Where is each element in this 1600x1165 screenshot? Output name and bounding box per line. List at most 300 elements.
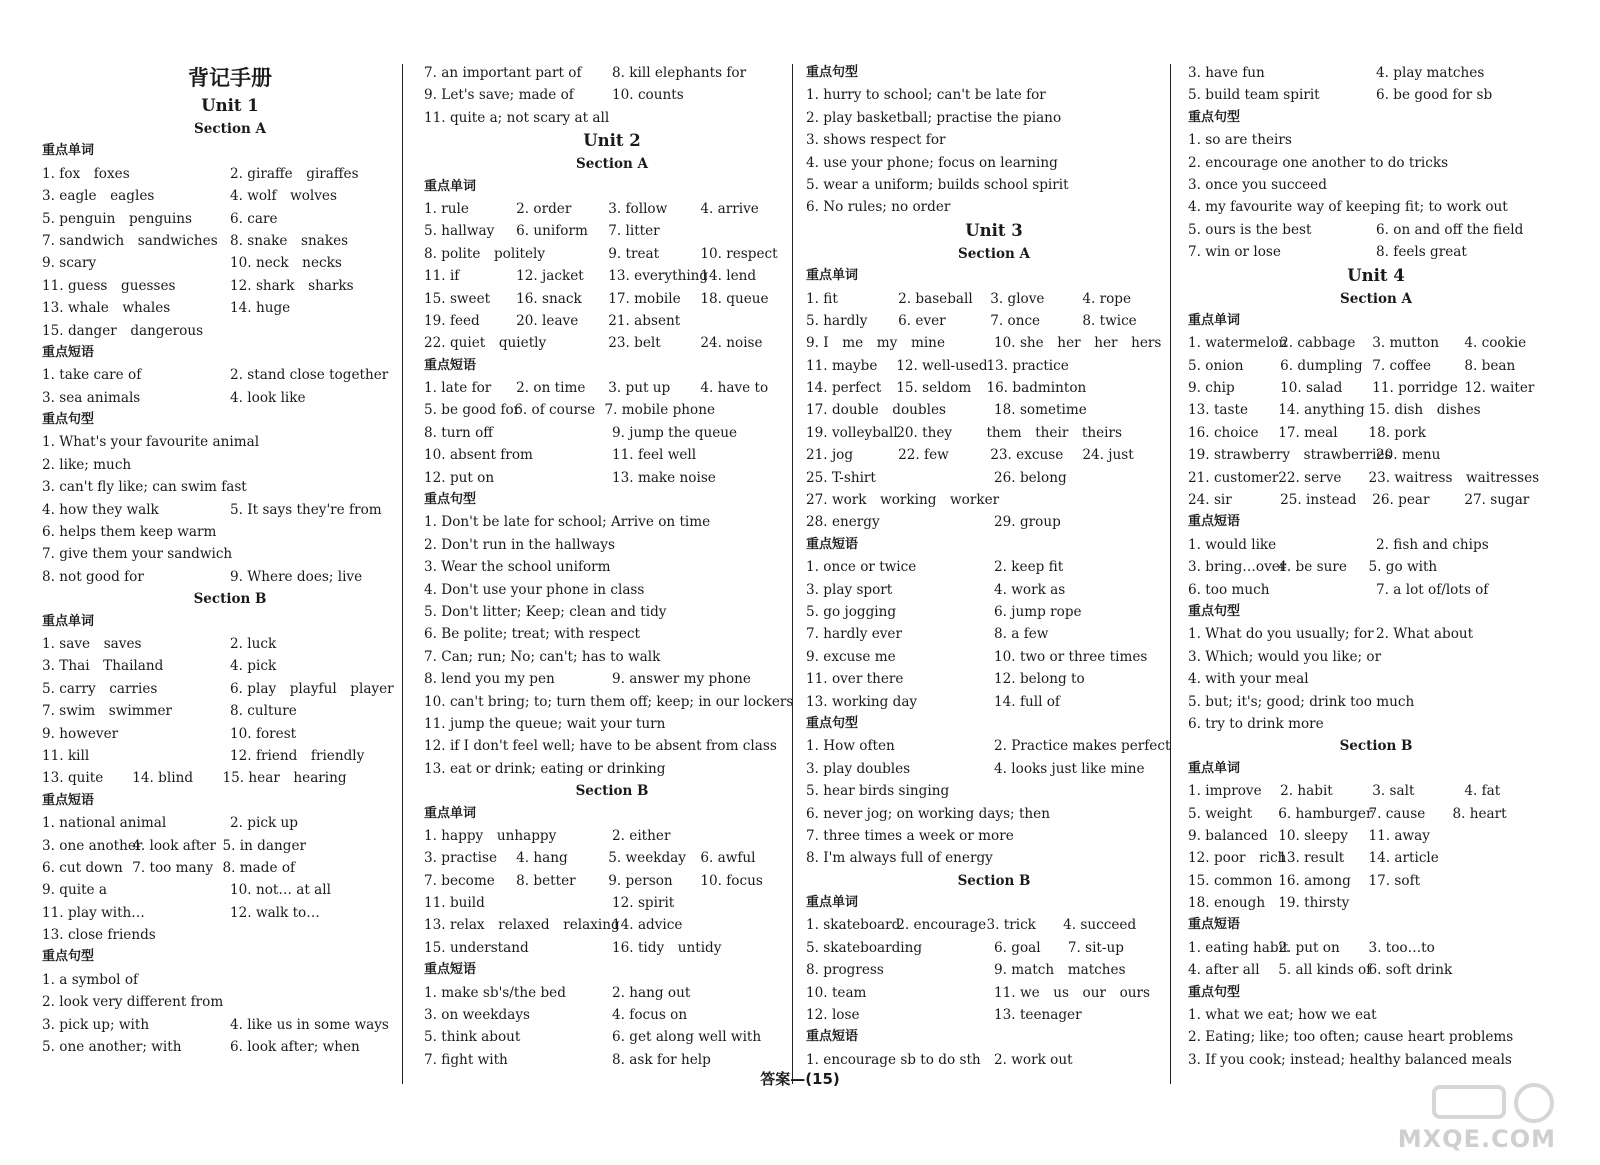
answer-line [424, 982, 800, 1004]
answer-item: 22. serve [1278, 469, 1342, 486]
answer-line [1188, 937, 1564, 959]
answer-item: 11. we us our ours [994, 984, 1150, 1001]
answer-item: 15. understand [424, 939, 529, 956]
answer-item: 5. all kinds of [1278, 962, 1372, 979]
answer-item: 5. onion [1188, 357, 1244, 374]
answer-line [42, 185, 418, 207]
answer-item: 11. jump the queue; wait your turn [424, 715, 666, 732]
answer-item: 1. so are theirs [1188, 132, 1292, 149]
answer-item: 12. waiter [1464, 380, 1535, 397]
answer-item: 3. pick up; with [42, 1016, 150, 1033]
answer-item: 2. Eating; like; too often; cause heart problems [1188, 1029, 1514, 1046]
answer-line [424, 758, 800, 780]
answer-item: them their theirs [986, 424, 1123, 441]
answer-item: 14. article [1368, 850, 1439, 867]
answer-line [42, 633, 418, 655]
answer-item: 3. follow [608, 200, 668, 217]
answer-item: 12. friend friendly [230, 747, 365, 764]
answer-item: 9. jump the queue [612, 424, 738, 441]
answer-item: 22. few [898, 447, 949, 464]
answer-item: 3. sea animals [42, 389, 141, 406]
answer-item: 6. of course [514, 402, 596, 419]
answer-item: 3. mutton [1372, 335, 1440, 352]
answer-line [42, 543, 418, 565]
answer-item: 2. habit [1280, 783, 1333, 800]
answer-item: 10. forest [230, 725, 297, 742]
answer-item: 5. wear a uniform; builds school spirit [806, 176, 1069, 193]
answer-item: 18. sometime [994, 402, 1087, 419]
answer-item: 8. made of [222, 859, 296, 876]
answer-line [806, 579, 1182, 601]
answer-line [424, 646, 800, 668]
answer-item: 7. mobile phone [604, 402, 716, 419]
answer-item: 15. dish dishes [1368, 402, 1481, 419]
answer-item: 9. treat [608, 245, 660, 262]
answer-item: 6. awful [700, 850, 756, 867]
answer-item: 12. spirit [612, 895, 675, 912]
answer-item: 2. either [612, 827, 671, 844]
answer-item: 11. maybe [806, 357, 878, 374]
answer-item: 19. thirsty [1278, 895, 1350, 912]
answer-item: 1. a symbol of [42, 971, 139, 988]
answer-line [424, 1004, 800, 1026]
answer-line [806, 691, 1182, 713]
answer-line [42, 767, 418, 789]
answer-item: 21. jog [806, 447, 854, 464]
answer-item: 1. save saves [42, 635, 142, 652]
answer-item: 9. Where does; live [230, 568, 363, 585]
answer-line [1188, 62, 1564, 84]
category-label: 重点单词 [806, 895, 859, 911]
answer-item: 6. hamburger [1278, 805, 1373, 822]
answer-line [1188, 152, 1564, 174]
answer-item: 5. go with [1368, 559, 1438, 576]
unit-heading: Unit 1 [201, 96, 259, 115]
answer-item: 6. helps them keep warm [42, 524, 217, 541]
answer-line [806, 646, 1182, 668]
category-label: 重点句型 [42, 412, 95, 428]
category-label: 重点短语 [806, 536, 859, 552]
answer-line [1188, 668, 1564, 690]
answer-line [806, 107, 1182, 129]
answer-line [1188, 377, 1564, 399]
answer-item: 2. fish and chips [1376, 536, 1489, 553]
answer-item: 2. like; much [42, 456, 132, 473]
answer-item: 2. luck [230, 635, 277, 652]
answer-line [424, 84, 800, 106]
answer-line [806, 668, 1182, 690]
answer-line [806, 937, 1182, 959]
answer-item: 24. sir [1188, 492, 1232, 509]
answer-item: 4. how they walk [42, 501, 159, 518]
answer-line [806, 556, 1182, 578]
answer-line [424, 534, 800, 556]
answer-item: 9. match matches [994, 962, 1126, 979]
answer-line [1188, 489, 1564, 511]
unit-heading: Unit 2 [583, 131, 641, 151]
answer-item: 1. late for [424, 380, 492, 397]
answer-item: 13. eat or drink; eating or drinking [424, 760, 666, 777]
answer-line [424, 107, 800, 129]
answer-item: 12. lose [806, 1007, 860, 1024]
answer-item: 7. hardly ever [806, 626, 902, 643]
answer-item: 11. build [424, 895, 485, 912]
answer-item: 16. snack [516, 290, 582, 307]
answer-item: 4. arrive [700, 200, 759, 217]
answer-line [806, 174, 1182, 196]
answer-item: 4. have to [700, 380, 769, 397]
answer-line [42, 812, 418, 834]
answer-line [1188, 870, 1564, 892]
answer-item: 5. weight [1188, 805, 1253, 822]
answer-item: 8. not good for [42, 568, 144, 585]
answer-item: 19. strawberry strawberries [1188, 447, 1392, 464]
answer-item: 3. play sport [806, 581, 893, 598]
answer-line [424, 668, 800, 690]
answer-item: 17. double doubles [806, 402, 946, 419]
answer-line [424, 691, 800, 713]
answer-item: 4. like us in some ways [230, 1016, 389, 1033]
answer-line [42, 1014, 418, 1036]
answer-item: 6. on and off the field [1376, 221, 1524, 238]
handbook-title: 背记手册 [188, 66, 272, 90]
answer-line [42, 454, 418, 476]
answer-item: 3. salt [1372, 783, 1415, 800]
answer-item: 13. relax relaxed relaxing [424, 917, 620, 934]
category-label: 重点单词 [1188, 312, 1241, 328]
answer-line [1188, 84, 1564, 106]
answer-item: 4. rope [1082, 290, 1132, 307]
answer-item: 10. not… at all [230, 882, 331, 899]
answer-item: 2. What about [1376, 626, 1474, 643]
answer-line [1188, 847, 1564, 869]
answer-item: 3. glove [990, 290, 1045, 307]
answer-line [424, 511, 800, 533]
answer-item: 23. waitress waitresses [1368, 469, 1540, 486]
answer-item: 8. snake snakes [230, 232, 349, 249]
answer-line [806, 623, 1182, 645]
answer-item: 5. hallway [424, 223, 495, 240]
answer-item: 16. tidy untidy [612, 939, 722, 956]
answer-item: 7. become [424, 872, 495, 889]
answer-item: 11. away [1368, 827, 1430, 844]
answer-item: 29. group [994, 514, 1061, 531]
answer-item: 10. salad [1280, 380, 1343, 397]
answer-line [1188, 623, 1564, 645]
category-label: 重点单词 [42, 143, 95, 159]
answer-item: 1. what we eat; how we eat [1188, 1007, 1377, 1024]
answer-line [1188, 803, 1564, 825]
answer-item: 6. jump rope [994, 603, 1082, 620]
answer-item: 15. danger dangerous [42, 322, 204, 339]
answer-item: 7. an important part of [424, 65, 582, 81]
answer-item: 4. hang [516, 850, 568, 867]
answer-item: 7. once [990, 312, 1041, 329]
answer-line [42, 230, 418, 252]
answer-item: 11. guess guesses [42, 277, 176, 294]
section-heading: Section A [194, 121, 266, 137]
answer-item: 14. lend [700, 268, 757, 285]
answer-line [42, 252, 418, 274]
column-3 [806, 62, 1182, 1092]
answer-line [424, 735, 800, 757]
answer-line [806, 982, 1182, 1004]
answer-item: 13. quite [42, 770, 104, 787]
answer-item: 1. fox foxes [42, 165, 130, 182]
answer-item: 14. perfect [806, 380, 882, 397]
answer-item: 9. quite a [42, 882, 108, 899]
answer-item: 9. Let's save; made of [424, 87, 574, 104]
answer-line [42, 745, 418, 767]
answer-item: 13. close friends [42, 927, 156, 944]
answer-item: 16. choice [1188, 424, 1259, 441]
answer-item: 1. make sb's/the bed [424, 984, 566, 1001]
answer-item: 10. focus [700, 872, 763, 889]
answer-item: 6. try to drink more [1188, 715, 1324, 732]
answer-item: 4. after all [1188, 962, 1260, 979]
answer-line [42, 655, 418, 677]
answer-item: 21. customer [1188, 469, 1279, 486]
answer-item: 13. make noise [612, 469, 716, 486]
answer-item: 2. encourage one another to do tricks [1188, 154, 1449, 171]
category-label: 重点短语 [42, 792, 95, 808]
answer-line [42, 566, 418, 588]
answer-line [806, 780, 1182, 802]
answer-line [42, 499, 418, 521]
answer-item: 4. my favourite way of keeping fit; to work out [1188, 199, 1508, 216]
answer-item: 5. skateboarding [806, 939, 923, 956]
answer-line [42, 387, 418, 409]
answer-item: 20. menu [1376, 447, 1441, 464]
answer-item: 5. in danger [222, 837, 306, 854]
answer-item: 1. once or twice [806, 559, 917, 576]
answer-item: 2. Don't run in the hallways [424, 536, 615, 553]
answer-item: 1. eating habit [1188, 939, 1289, 956]
answer-line [42, 879, 418, 901]
answer-item: 2. baseball [898, 290, 973, 307]
answer-line [424, 265, 800, 287]
answer-item: 12. walk to… [230, 904, 320, 921]
answer-line [424, 870, 800, 892]
answer-item: 20. leave [516, 312, 579, 329]
answer-item: 10. counts [612, 87, 684, 104]
answer-line [806, 196, 1182, 218]
answer-line [424, 444, 800, 466]
answer-item: 13. teenager [994, 1007, 1082, 1024]
answer-item: 9. however [42, 725, 119, 742]
answer-line [42, 431, 418, 453]
answer-line [42, 723, 418, 745]
category-label: 重点单词 [806, 268, 859, 284]
answer-line [424, 467, 800, 489]
answer-item: 6. No rules; no order [806, 199, 951, 216]
answer-item: 3. have fun [1188, 65, 1265, 81]
answer-item: 5. carry carries [42, 680, 158, 697]
answer-item: 2. keep fit [994, 559, 1064, 576]
answer-item: 17. soft [1368, 872, 1421, 889]
answer-item: 1. rule [424, 200, 469, 217]
answer-line [1188, 444, 1564, 466]
answer-line [806, 84, 1182, 106]
answer-item: 24. just [1082, 447, 1134, 464]
answer-line [1188, 355, 1564, 377]
category-label: 重点单词 [1188, 760, 1241, 776]
category-label: 重点句型 [42, 949, 95, 965]
answer-line [806, 825, 1182, 847]
answer-line [806, 355, 1182, 377]
answer-line [1188, 780, 1564, 802]
answer-line [424, 220, 800, 242]
page-footer: 答案—(15) [760, 1070, 840, 1088]
answer-item: 8. kill elephants for [612, 65, 747, 81]
answer-item: 27. sugar [1464, 492, 1530, 509]
answer-line [1188, 219, 1564, 241]
answer-item: 1. fit [806, 290, 838, 307]
answer-line [424, 623, 800, 645]
answer-line [806, 444, 1182, 466]
answer-item: 8. lend you my pen [424, 671, 555, 688]
answer-item: 9. person [608, 872, 673, 889]
answer-item: 4. cookie [1464, 335, 1527, 352]
answer-item: 25. instead [1280, 492, 1357, 509]
answer-item: 5. one another; with [42, 1039, 182, 1056]
answer-line [42, 208, 418, 230]
answer-line [42, 163, 418, 185]
watermark-text: MXQE.COM [1397, 1125, 1556, 1153]
answer-line [42, 476, 418, 498]
answer-line [806, 511, 1182, 533]
answer-item: 2. pick up [230, 815, 298, 832]
answer-item: 10. sleepy [1278, 827, 1348, 844]
answer-item: 10. she her her hers [994, 335, 1162, 352]
answer-line [42, 924, 418, 946]
answer-item: 4. looks just like mine [994, 760, 1145, 777]
answer-item: 15. hear hearing [222, 770, 347, 787]
category-label: 重点短语 [1188, 514, 1241, 530]
answer-line [1188, 1026, 1564, 1048]
answer-line [806, 847, 1182, 869]
answer-line [424, 332, 800, 354]
answer-item: 13. working day [806, 693, 918, 710]
answer-item: 6. goal 7. sit-up [994, 939, 1124, 956]
answer-item: 10. neck necks [230, 255, 342, 272]
answer-line [42, 902, 418, 924]
answer-item: 5. build team spirit [1188, 87, 1320, 104]
answer-item: 13. everything [608, 268, 709, 285]
answer-line [424, 198, 800, 220]
answer-line [424, 914, 800, 936]
answer-item: 4. Don't use your phone in class [424, 581, 645, 598]
answer-line [806, 1004, 1182, 1026]
answer-item: 3. put up [608, 380, 671, 397]
answer-item: 8. bean [1464, 357, 1516, 374]
answer-item: 8. twice [1082, 312, 1137, 329]
answer-line [42, 991, 418, 1013]
answer-item: 4. use your phone; focus on learning [806, 154, 1058, 171]
answer-item: 3. If you cook; instead; healthy balanced meals [1188, 1051, 1512, 1068]
answer-item: 8. culture [230, 703, 297, 720]
answer-item [700, 220, 798, 242]
answer-item: 3. eagle eagles [42, 188, 155, 205]
answer-item: 24. noise [700, 335, 763, 352]
answer-line [1188, 556, 1564, 578]
answer-item: 15. common [1188, 872, 1273, 889]
answer-line [424, 847, 800, 869]
answer-item: 7. sandwich sandwiches [42, 232, 218, 249]
answer-line [424, 556, 800, 578]
answer-item: 14. full of [994, 693, 1060, 710]
answer-item: 28. energy [806, 514, 880, 531]
answer-item: 3. practise [424, 850, 498, 867]
answer-item: 12. shark sharks [230, 277, 354, 294]
answer-item: 11. if [424, 268, 460, 285]
answer-line [1188, 467, 1564, 489]
answer-item: 1. happy unhappy [424, 827, 557, 844]
answer-item: 7. swim swimmer [42, 703, 173, 720]
answer-item: 9. I me my mine [806, 335, 945, 352]
answer-line [806, 422, 1182, 444]
answer-item: 7. win or lose [1188, 244, 1281, 261]
answer-line [42, 835, 418, 857]
category-label: 重点短语 [424, 962, 477, 978]
answer-item: 4. pick [230, 658, 277, 675]
column-2 [424, 62, 800, 1092]
answer-item: 2. look very different from [42, 994, 224, 1011]
answer-item: 2. order [516, 200, 572, 217]
answer-line [806, 914, 1182, 936]
answer-item: 1. skateboard [806, 917, 901, 934]
answer-item: 9. answer my phone [612, 671, 751, 688]
answer-item: 14. huge [230, 300, 291, 317]
answer-item [516, 332, 608, 354]
answer-item: 1. What's your favourite animal [42, 434, 260, 451]
answer-item: 8. polite politely [424, 245, 546, 262]
answer-item: 18. pork [1368, 424, 1427, 441]
answer-item: 6. get along well with [612, 1029, 762, 1046]
category-label: 重点句型 [1188, 109, 1241, 125]
answer-item: 22. quiet quietly [424, 335, 547, 352]
answer-line [1188, 174, 1564, 196]
answer-item: 8. feels great [1376, 244, 1467, 261]
answer-item: 10. absent from [424, 447, 533, 464]
answer-item: 5. penguin penguins [42, 210, 192, 227]
answer-item: 9. chip [1188, 380, 1235, 397]
answer-item: 4. focus on [612, 1007, 688, 1024]
answer-line [424, 825, 800, 847]
answer-item: 8. a few [994, 626, 1049, 643]
answer-item: 2. stand close together [230, 367, 389, 384]
answer-line [806, 601, 1182, 623]
answer-item: 2. giraffe giraffes [230, 165, 359, 182]
answer-item: 14. advice [612, 917, 683, 934]
answer-item: 6. uniform [516, 223, 588, 240]
answer-item: 7. too many [132, 859, 214, 876]
answer-item: 7. a lot of/lots of [1376, 581, 1489, 598]
answer-line [806, 377, 1182, 399]
answer-item: 2. put on [1278, 939, 1340, 956]
answer-item: 6. too much [1188, 581, 1270, 598]
answer-line [424, 310, 800, 332]
answer-item: 7. cause 8. heart [1368, 805, 1507, 822]
answer-item: 1. What do you usually; for [1188, 626, 1374, 643]
answer-item: 7. coffee [1372, 357, 1432, 374]
category-label: 重点短语 [424, 357, 477, 373]
answer-item: 8. progress [806, 962, 884, 979]
answer-line [42, 1036, 418, 1058]
answer-line [42, 857, 418, 879]
answer-line [1188, 422, 1564, 444]
answer-item: 2. cabbage [1280, 335, 1356, 352]
